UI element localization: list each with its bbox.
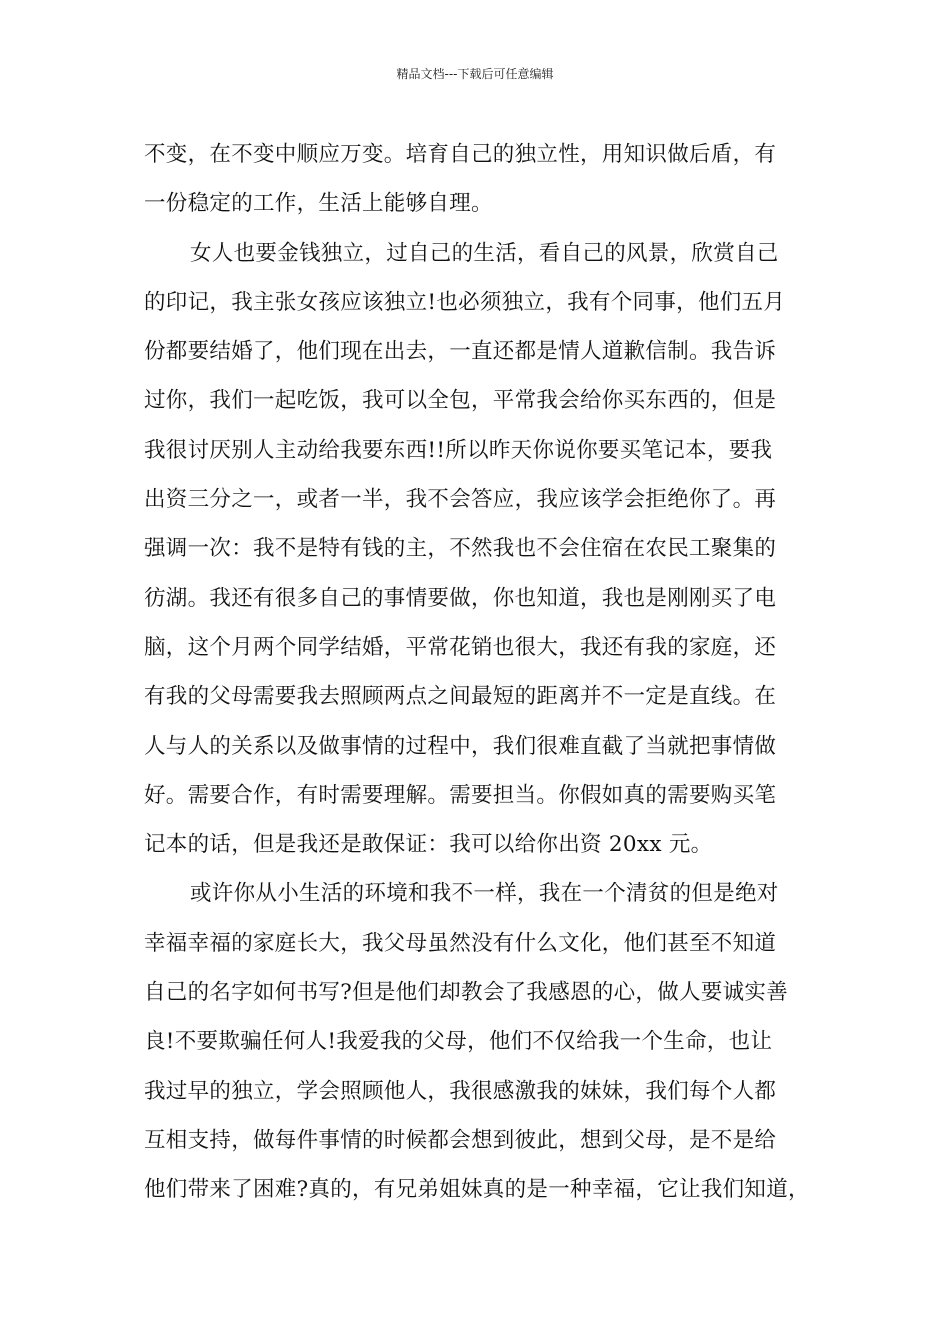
text-line: 良!不要欺骗任何人!我爱我的父母，他们不仅给我一个生命，也让 xyxy=(144,1029,773,1055)
text-line: 的印记，我主张女孩应该独立!也必须独立，我有个同事，他们五月 xyxy=(144,289,786,315)
text-line: 份都要结婚了，他们现在出去，一直还都是情人道歉信制。我告诉 xyxy=(144,339,777,365)
text-line: 我很讨厌别人主动给我要东西!!所以昨天你说你要买笔记本，要我 xyxy=(144,437,773,463)
paragraph xyxy=(144,229,824,870)
paragraph xyxy=(144,130,824,229)
text-line: 好。需要合作，有时需要理解。需要担当。你假如真的需要购买笔 xyxy=(144,782,777,808)
text-line: 记本的话，但是我还是敢保证：我可以给你出资 20xx 元。 xyxy=(144,832,713,858)
text-line: 互相支持，做每件事情的时候都会想到彼此，想到父母，是不是给 xyxy=(144,1127,777,1153)
document-body xyxy=(144,130,824,1215)
text-line: 自己的名字如何书写?但是他们却教会了我感恩的心，做人要诚实善 xyxy=(144,980,789,1006)
paragraph xyxy=(144,869,824,1214)
text-line: 脑，这个月两个同学结婚，平常花销也很大，我还有我的家庭，还 xyxy=(144,634,777,660)
text-line: 女人也要金钱独立，过自己的生活，看自己的风景，欣赏自己 xyxy=(190,240,779,266)
text-line: 强调一次：我不是特有钱的主，不然我也不会住宿在农民工聚集的 xyxy=(144,536,777,562)
text-line: 幸福幸福的家庭长大，我父母虽然没有什么文化，他们甚至不知道 xyxy=(144,930,777,956)
text-line: 彷湖。我还有很多自己的事情要做，你也知道，我也是刚刚买了电 xyxy=(144,585,777,611)
text-line: 不变，在不变中顺应万变。培育自己的独立性，用知识做后盾，有 xyxy=(144,142,777,167)
text-line: 有我的父母需要我去照顾两点之间最短的距离并不一定是直线。在 xyxy=(144,684,777,710)
text-line: 我过早的独立，学会照顾他人，我很感激我的妹妹，我们每个人都 xyxy=(144,1078,777,1104)
text-line: 他们带来了困难?真的，有兄弟姐妹真的是一种幸福，它让我们知道， xyxy=(144,1177,810,1203)
text-line: 一份稳定的工作，生活上能够自理。 xyxy=(144,191,493,217)
text-line: 人与人的关系以及做事情的过程中，我们很难直截了当就把事情做 xyxy=(144,733,777,759)
text-line: 出资三分之一，或者一半，我不会答应，我应该学会拒绝你了。再 xyxy=(144,487,777,513)
page-header: 精品文档---下载后可任意编辑 xyxy=(396,67,554,81)
text-line: 或许你从小生活的环境和我不一样，我在一个清贫的但是绝对 xyxy=(190,881,779,907)
text-line: 过你，我们一起吃饭，我可以全包，平常我会给你买东西的，但是 xyxy=(144,388,777,414)
